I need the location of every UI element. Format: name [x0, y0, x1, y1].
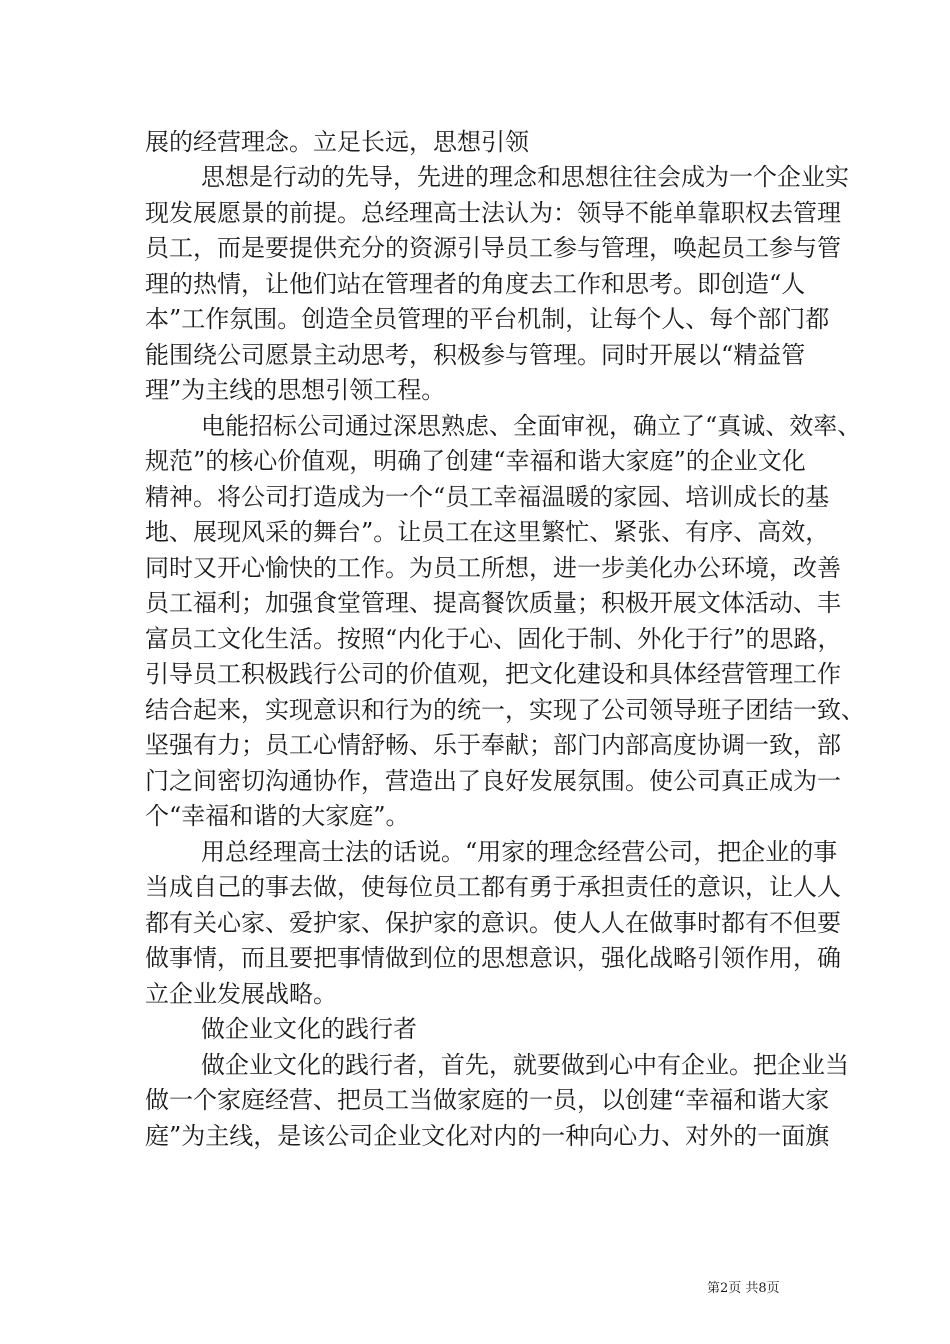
text-line: 本”工作氛围。创造全员管理的平台机制，让每个人、每个部门都	[145, 305, 830, 333]
text-line: 坚强有力；员工心情舒畅、乐于奉献；部门内部高度协调一致，部	[145, 731, 841, 759]
text-line: 能围绕公司愿景主动思考，积极参与管理。同时开展以“精益管	[145, 341, 806, 369]
text-line: 地、展现风采的舞台”。让员工在这里繁忙、紧张、有序、高效，	[145, 518, 830, 546]
text-line: 立企业发展战略。	[145, 980, 337, 1008]
text-line: 引导员工积极践行公司的价值观，把文化建设和具体经营管理工作	[145, 660, 841, 688]
text-line: 精神。将公司打造成为一个“员工幸福温暖的家园、培训成长的基	[145, 483, 830, 511]
text-line: 个“幸福和谐的大家庭”。	[145, 802, 410, 830]
text-line: 思想是行动的先导，先进的理念和思想往往会成为一个企业实	[201, 163, 849, 191]
text-line: 结合起来，实现意识和行为的统一，实现了公司领导班子团结一致、	[145, 696, 865, 724]
text-line: 当成自己的事去做，使每位员工都有勇于承担责任的意识，让人人	[145, 873, 841, 901]
text-line: 规范”的核心价值观，明确了创建“幸福和谐大家庭”的企业文化	[145, 447, 806, 475]
text-line: 理”为主线的思想引领工程。	[145, 376, 446, 404]
section-heading: 做企业文化的践行者	[201, 1015, 417, 1043]
text-line: 现发展愿景的前提。总经理高士法认为：领导不能单靠职权去管理	[145, 199, 841, 227]
text-line: 富员工文化生活。按照“内化于心、固化于制、外化于行”的思路，	[145, 625, 842, 653]
text-line: 电能招标公司通过深思熟虑、全面审视，确立了“真诚、效率、	[201, 412, 862, 440]
text-line: 门之间密切沟通协作，营造出了良好发展氛围。使公司真正成为一	[145, 767, 841, 795]
text-line: 庭”为主线，是该公司企业文化对内的一种向心力、对外的一面旗	[145, 1122, 830, 1150]
page-number: 第2页 共8页	[707, 1281, 780, 1296]
text-line: 都有关心家、爱护家、保护家的意识。使人人在做事时都有不但要	[145, 909, 841, 937]
text-line: 同时又开心愉快的工作。为员工所想，进一步美化办公环境，改善	[145, 554, 841, 582]
text-line: 做事情，而且要把事情做到位的思想意识，强化战略引领作用，确	[145, 944, 841, 972]
text-line: 展的经营理念。立足长远，思想引领	[145, 128, 529, 156]
text-line: 员工，而是要提供充分的资源引导员工参与管理，唤起员工参与管	[145, 234, 841, 262]
text-line: 员工福利；加强食堂管理、提高餐饮质量；积极开展文体活动、丰	[145, 589, 841, 617]
text-line: 理的热情，让他们站在管理者的角度去工作和思考。即创造“人	[145, 270, 806, 298]
text-line: 做企业文化的践行者，首先，就要做到心中有企业。把企业当	[201, 1051, 849, 1079]
text-line: 用总经理高士法的话说。“用家的理念经营公司，把企业的事	[201, 838, 838, 866]
text-line: 做一个家庭经营、把员工当做家庭的一员，以创建“幸福和谐大家	[145, 1086, 830, 1114]
